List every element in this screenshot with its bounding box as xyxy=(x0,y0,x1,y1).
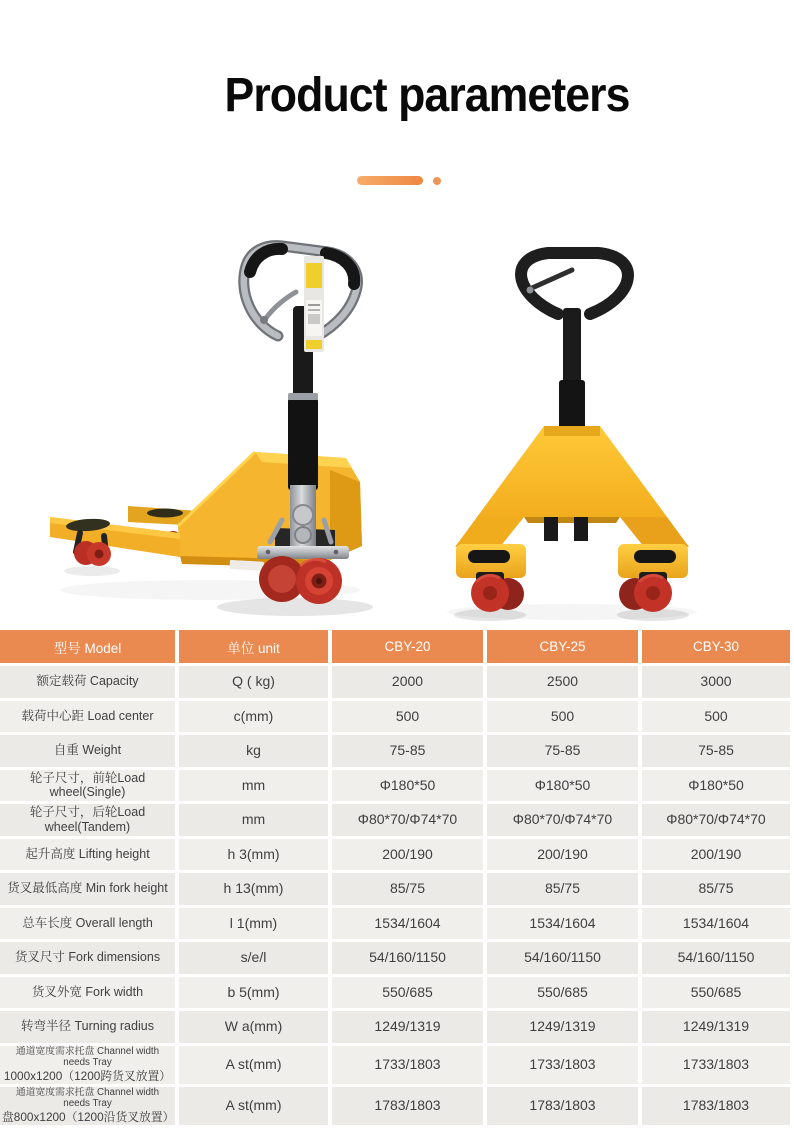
spec-label-line1: 额定载荷 Capacity xyxy=(36,674,139,689)
spec-value-cell: 1733/1803 xyxy=(642,1046,790,1087)
spec-value-cell: 85/75 xyxy=(487,873,642,908)
table-row xyxy=(0,942,790,977)
spec-unit-cell: Q ( kg) xyxy=(179,666,332,701)
spec-label-line1: 载荷中心距 Load center xyxy=(21,708,154,723)
spec-unit-cell: s/e/l xyxy=(179,942,332,977)
table-row xyxy=(0,804,790,839)
spec-value-cell: 1733/1803 xyxy=(487,1046,642,1087)
spec-label-cell xyxy=(0,1046,179,1087)
spec-unit-cell: W a(mm) xyxy=(179,1011,332,1046)
spec-label-line1: 自重 Weight xyxy=(53,743,122,758)
table-row xyxy=(0,1087,790,1128)
spec-unit-cell: mm xyxy=(179,804,332,839)
spec-value-cell: 54/160/1150 xyxy=(642,942,790,977)
spec-value-cell: 550/685 xyxy=(642,977,790,1012)
spec-value-cell: 1534/1604 xyxy=(332,908,487,943)
spec-label-cell xyxy=(0,977,179,1012)
table-header-row xyxy=(0,630,790,666)
spec-label-cell xyxy=(0,942,179,977)
accent-line xyxy=(357,176,423,185)
spec-value-cell: 85/75 xyxy=(642,873,790,908)
spec-label-cell xyxy=(0,873,179,908)
column-header-cby30: CBY-30 xyxy=(642,630,790,666)
spec-value-cell: 85/75 xyxy=(332,873,487,908)
spec-value-cell: 200/190 xyxy=(487,839,642,874)
spec-unit-cell: h 13(mm) xyxy=(179,873,332,908)
accent-dot xyxy=(433,177,441,185)
spec-value-cell: 1534/1604 xyxy=(487,908,642,943)
spec-unit-cell: kg xyxy=(179,735,332,770)
spec-label-cell xyxy=(0,666,179,701)
page-title: Product parameters xyxy=(224,69,630,122)
spec-value-cell: 1249/1319 xyxy=(332,1011,487,1046)
spec-value-cell: Φ180*50 xyxy=(332,770,487,805)
table-row xyxy=(0,1046,790,1087)
spec-label-line1: 货叉最低高度 Min fork height xyxy=(7,881,168,896)
spec-label-cell xyxy=(0,1087,179,1128)
spec-value-cell: 500 xyxy=(487,701,642,736)
spec-label-line1: 通道宽度需求托盘 Channel width needs Tray xyxy=(15,1045,160,1069)
spec-label-line1: 转弯半径 Turning radius xyxy=(21,1019,154,1034)
table-row xyxy=(0,770,790,805)
spec-label-cell xyxy=(0,735,179,770)
spec-label-line1: 起升高度 Lifting height xyxy=(25,846,150,861)
pallet-truck-front-view-image xyxy=(420,230,790,630)
pallet-truck-side-view-image xyxy=(30,230,410,630)
spec-value-cell: 200/190 xyxy=(332,839,487,874)
spec-value-cell: 1783/1803 xyxy=(332,1087,487,1128)
table-row xyxy=(0,701,790,736)
column-header-unit: 单位 unit xyxy=(179,630,332,666)
spec-label-line1: 轮子尺寸，后轮Load wheel(Tandem) xyxy=(29,805,146,834)
spec-label-cell xyxy=(0,839,179,874)
spec-unit-cell: b 5(mm) xyxy=(179,977,332,1012)
column-header-cby20: CBY-20 xyxy=(332,630,487,666)
spec-value-cell: 500 xyxy=(332,701,487,736)
spec-value-cell: 75-85 xyxy=(332,735,487,770)
column-header-cby25: CBY-25 xyxy=(487,630,642,666)
table-row xyxy=(0,1011,790,1046)
table-row xyxy=(0,908,790,943)
spec-value-cell: 550/685 xyxy=(332,977,487,1012)
spec-label-cell xyxy=(0,701,179,736)
spec-value-cell: Φ180*50 xyxy=(642,770,790,805)
spec-value-cell: 1733/1803 xyxy=(332,1046,487,1087)
spec-unit-cell: c(mm) xyxy=(179,701,332,736)
spec-value-cell: Φ80*70/Φ74*70 xyxy=(332,804,487,839)
spec-label-line1: 通道宽度需求托盘 Channel width needs Tray xyxy=(15,1086,160,1110)
spec-label-line2: 1000x1200（1200跨货叉放置） xyxy=(3,1068,172,1083)
spec-unit-cell: h 3(mm) xyxy=(179,839,332,874)
spec-value-cell: 1534/1604 xyxy=(642,908,790,943)
spec-unit-cell: mm xyxy=(179,770,332,805)
spec-value-cell: 75-85 xyxy=(487,735,642,770)
spec-value-cell: 550/685 xyxy=(487,977,642,1012)
spec-value-cell: 1783/1803 xyxy=(487,1087,642,1128)
column-header-model: 型号 Model xyxy=(0,630,179,666)
table-row xyxy=(0,873,790,908)
table-row xyxy=(0,735,790,770)
spec-value-cell: 1783/1803 xyxy=(642,1087,790,1128)
spec-value-cell: Φ180*50 xyxy=(487,770,642,805)
spec-value-cell: 3000 xyxy=(642,666,790,701)
spec-label-cell xyxy=(0,770,179,805)
spec-label-line1: 轮子尺寸，前轮Load wheel(Single) xyxy=(29,770,146,800)
table-row xyxy=(0,839,790,874)
spec-label-line1: 总车长度 Overall length xyxy=(22,915,153,930)
spec-value-cell: 500 xyxy=(642,701,790,736)
spec-value-cell: 1249/1319 xyxy=(642,1011,790,1046)
spec-table-body xyxy=(0,666,790,1128)
table-row xyxy=(0,666,790,701)
spec-unit-cell: A st(mm) xyxy=(179,1046,332,1087)
spec-value-cell: Φ80*70/Φ74*70 xyxy=(642,804,790,839)
spec-value-cell: 54/160/1150 xyxy=(487,942,642,977)
spec-label-cell xyxy=(0,804,179,839)
spec-value-cell: 54/160/1150 xyxy=(332,942,487,977)
spec-value-cell: 200/190 xyxy=(642,839,790,874)
spec-unit-cell: A st(mm) xyxy=(179,1087,332,1128)
spec-label-cell xyxy=(0,1011,179,1046)
spec-label-line1: 货叉尺寸 Fork dimensions xyxy=(14,950,161,965)
table-row xyxy=(0,977,790,1012)
spec-table xyxy=(0,630,790,1128)
spec-value-cell: Φ80*70/Φ74*70 xyxy=(487,804,642,839)
spec-label-line1: 货叉外宽 Fork width xyxy=(31,984,144,999)
spec-value-cell: 1249/1319 xyxy=(487,1011,642,1046)
spec-value-cell: 75-85 xyxy=(642,735,790,770)
spec-label-line2: 盘800x1200（1200沿货叉放置） xyxy=(2,1109,175,1124)
spec-value-cell: 2000 xyxy=(332,666,487,701)
spec-value-cell: 2500 xyxy=(487,666,642,701)
spec-unit-cell: l 1(mm) xyxy=(179,908,332,943)
spec-label-cell xyxy=(0,908,179,943)
